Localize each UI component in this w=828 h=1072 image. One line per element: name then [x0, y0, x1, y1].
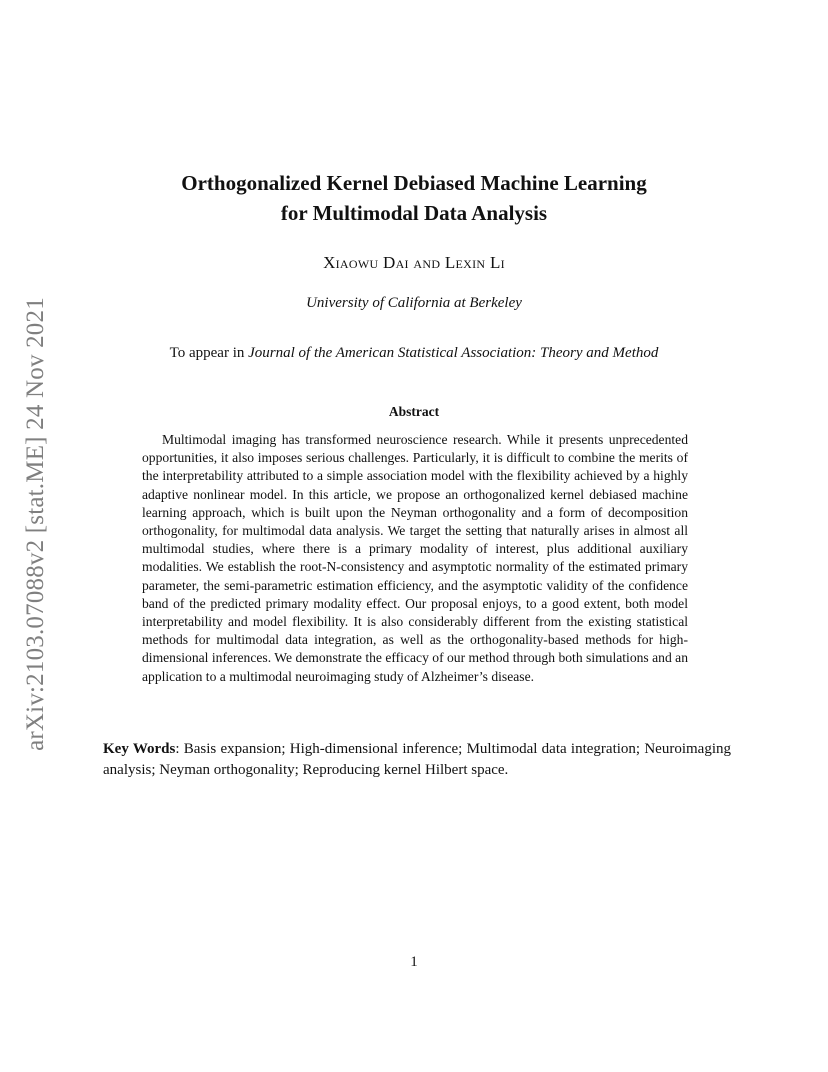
- abstract-heading: Abstract: [388, 404, 440, 419]
- keywords-list: : Basis expansion; High-dimensional inference; Multimodal data integration; Neuroimaging analysis; Neyman orthogonality; Reproducing kernel Hilbert space.: [103, 741, 731, 778]
- author-affiliation: University of California at Berkeley: [306, 295, 522, 311]
- keywords-label: Key Words: [103, 741, 176, 757]
- keywords-section: [103, 739, 731, 781]
- paper-authors: Xiaowu Dai and Lexin Li: [323, 253, 505, 272]
- paper-title-line-2: for Multimodal Data Analysis: [280, 201, 548, 225]
- publication-note: [88, 342, 740, 364]
- page-number: 1: [410, 954, 418, 970]
- paper-title: [88, 168, 740, 228]
- arxiv-sidebar-stamp: [14, 274, 58, 774]
- arxiv-identifier: arXiv:2103.07088v2 [stat.ME] 24 Nov 2021: [22, 297, 49, 751]
- publication-note-prefix: To appear in: [169, 345, 249, 361]
- abstract-body: Multimodal imaging has transformed neuroscience research. While it presents unprecedented opportunities, it also imposes serious challenges. Particularly, it is difficult to combine the merits of the interpretability attributed to a simple association model with the flexibility achieved by a highly adaptive nonlinear model. In this article, we propose an orthogonalized kernel debiased machine learning approach, which is built upon the Neyman orthogonality and a form of decomposition orthogonality, for multimodal data analysis. We target the setting that naturally arises in almost all multimodal studies, where there is a primary modality of interest, plus additional auxiliary modalities. We establish the root-N-consistency and asymptotic normality of the estimated primary parameter, the semi-parametric estimation efficiency, and the asymptotic validity of the confidence band of the predicted primary modality effect. Our proposal enjoys, to a good extent, both model interpretability and model flexibility. It is also considerably different from the existing statistical methods for multimodal data integration, as well as the orthogonality-based methods for high-dimensional inferences. We demonstrate the efficacy of our method through both simulations and an application to a multimodal neuroimaging study of Alzheimer’s disease.: [142, 432, 688, 684]
- journal-name: Journal of the American Statistical Association: Theory and Method: [248, 345, 659, 361]
- paper-title-line-1: Orthogonalized Kernel Debiased Machine Learning: [181, 171, 647, 195]
